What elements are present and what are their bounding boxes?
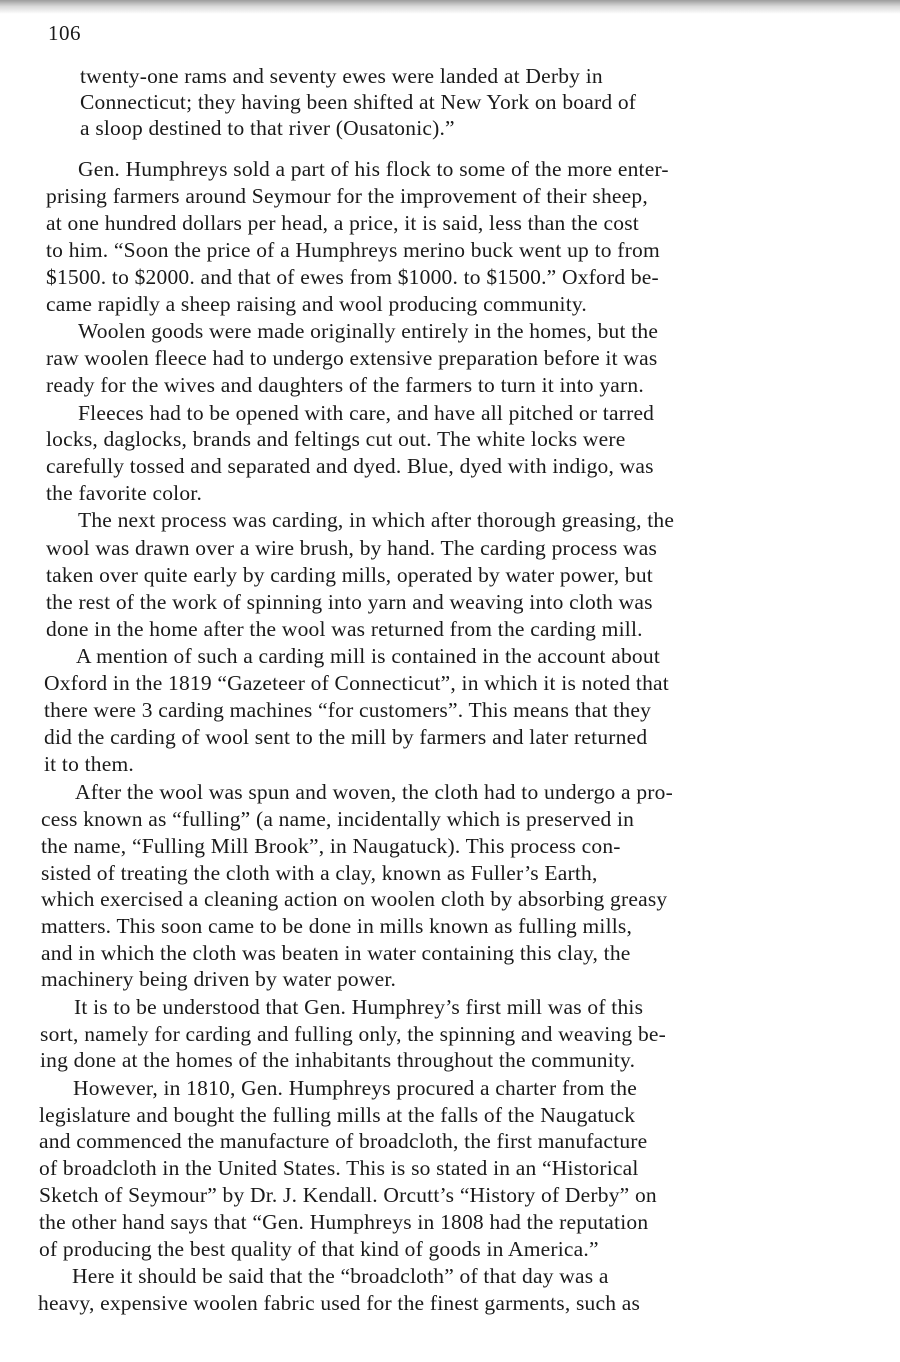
text-line: the favorite color.	[46, 481, 203, 505]
text-line: $1500. to $2000. and that of ewes from $1000. to $1500.” Oxford be-	[46, 265, 659, 289]
text-line: heavy, expensive woolen fabric used for the finest garments, such as	[38, 1291, 641, 1315]
text-line: However, in 1810, Gen. Humphreys procured a charter from the	[73, 1076, 637, 1100]
text-line: it to them.	[44, 752, 134, 776]
text-line: a sloop destined to that river (Ousatonic).”	[80, 116, 455, 140]
text-line: wool was drawn over a wire brush, by hand. The carding process was	[46, 536, 658, 560]
text-line: the other hand says that “Gen. Humphreys in 1808 had the reputation	[39, 1210, 649, 1234]
text-line: twenty-one rams and seventy ewes were landed at Derby in	[80, 64, 603, 88]
text-line: done in the home after the wool was returned from the carding mill.	[46, 617, 643, 641]
text-line: It is to be understood that Gen. Humphrey’s first mill was of this	[74, 995, 644, 1019]
text-line: to him. “Soon the price of a Humphreys merino buck went up to from	[46, 238, 660, 262]
text-line: ing done at the homes of the inhabitants throughout the community.	[40, 1048, 636, 1072]
text-line: machinery being driven by water power.	[41, 967, 397, 991]
text-line: carefully tossed and separated and dyed. Blue, dyed with indigo, was	[46, 454, 654, 478]
text-line: Fleeces had to be opened with care, and have all pitched or tarred	[78, 401, 655, 425]
text-line: there were 3 carding machines “for customers”. This means that they	[44, 698, 652, 722]
text-line: legislature and bought the fulling mills at the falls of the Naugatuck	[39, 1103, 636, 1127]
text-line: ready for the wives and daughters of the farmers to turn it into yarn.	[46, 373, 644, 397]
text-line: which exercised a cleaning action on woolen cloth by absorbing greasy	[41, 887, 668, 911]
text-line: at one hundred dollars per head, a price, it is said, less than the cost	[46, 211, 639, 235]
text-line: sort, namely for carding and fulling only, the spinning and weaving be-	[40, 1022, 667, 1046]
text-line: Connecticut; they having been shifted at New York on board of	[80, 90, 637, 114]
text-line: did the carding of wool sent to the mill by farmers and later returned	[44, 725, 648, 749]
text-line: cess known as “fulling” (a name, incidentally which is preserved in	[41, 807, 635, 831]
text-line: Oxford in the 1819 “Gazeteer of Connecticut”, in which it is noted that	[44, 671, 669, 695]
text-line: Gen. Humphreys sold a part of his flock to some of the more enter-	[78, 157, 669, 181]
text-line: of broadcloth in the United States. This is so stated in an “Historical	[39, 1156, 639, 1180]
text-line: After the wool was spun and woven, the cloth had to undergo a pro-	[75, 780, 673, 804]
text-line: locks, daglocks, brands and feltings cut out. The white locks were	[46, 427, 626, 451]
page-number: 106	[48, 21, 81, 45]
text-line: and commenced the manufacture of broadcloth, the first manufacture	[39, 1129, 648, 1153]
text-line: and in which the cloth was beaten in water containing this clay, the	[41, 941, 631, 965]
text-line: came rapidly a sheep raising and wool producing community.	[46, 292, 587, 316]
text-line: A mention of such a carding mill is contained in the account about	[76, 644, 660, 668]
text-line: Woolen goods were made originally entirely in the homes, but the	[78, 319, 659, 343]
text-line: Sketch of Seymour” by Dr. J. Kendall. Orcutt’s “History of Derby” on	[39, 1183, 657, 1207]
text-line: sisted of treating the cloth with a clay, known as Fuller’s Earth,	[41, 861, 598, 885]
text-line: The next process was carding, in which after thorough greasing, the	[78, 508, 675, 532]
text-line: prising farmers around Seymour for the improvement of their sheep,	[46, 184, 648, 208]
text-line: raw woolen fleece had to undergo extensive preparation before it was	[46, 346, 658, 370]
text-line: the name, “Fulling Mill Brook”, in Naugatuck). This process con-	[41, 834, 621, 858]
text-line: Here it should be said that the “broadcloth” of that day was a	[72, 1264, 609, 1288]
text-line: of producing the best quality of that kind of goods in America.”	[39, 1237, 599, 1261]
text-line: taken over quite early by carding mills, operated by water power, but	[46, 563, 653, 587]
text-line: matters. This soon came to be done in mills known as fulling mills,	[41, 914, 633, 938]
text-line: the rest of the work of spinning into yarn and weaving into cloth was	[46, 590, 653, 614]
